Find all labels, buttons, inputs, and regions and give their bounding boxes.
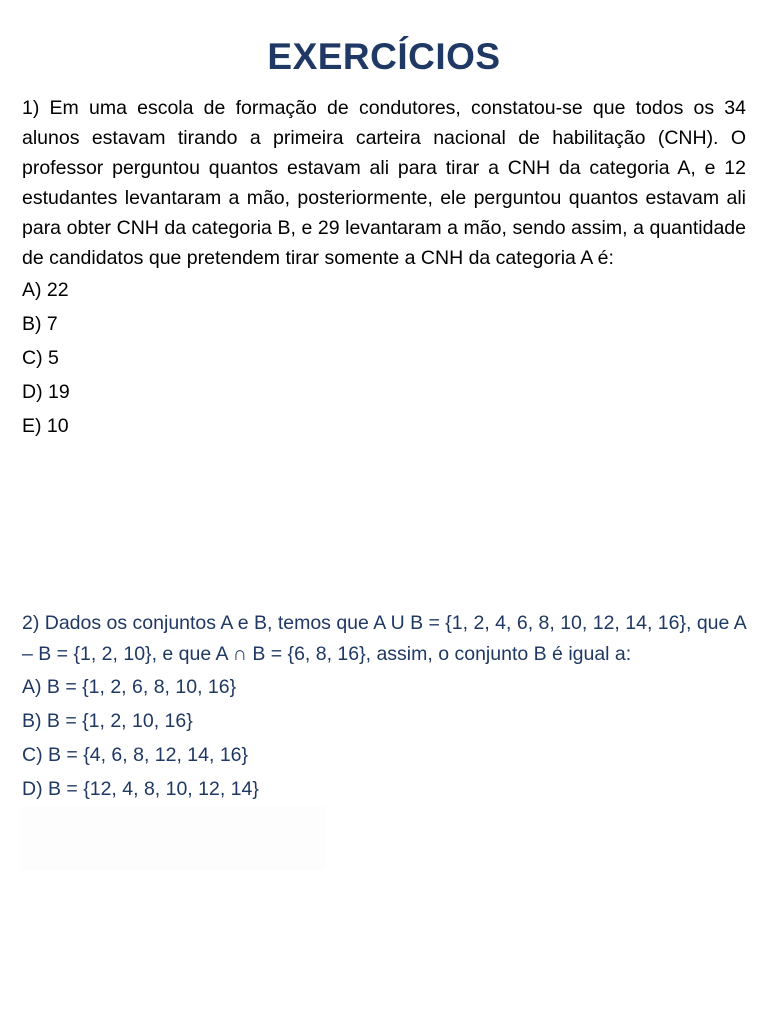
question-2-option-a: A) B = {1, 2, 6, 8, 10, 16} — [22, 676, 237, 698]
question-2-option-b: B) B = {1, 2, 10, 16} — [22, 710, 193, 732]
page-title: EXERCÍCIOS — [267, 36, 501, 77]
question-1 — [22, 93, 746, 443]
question-2 — [22, 608, 746, 806]
question-2-options — [22, 670, 746, 806]
question-1-option-e: E) 10 — [22, 415, 69, 437]
question-1-options — [22, 273, 746, 443]
question-2-stem: 2) Dados os conjuntos A e B, temos que A U B = {1, 2, 4, 6, 8, 10, 12, 14, 16}, que A – B = {1, 2, 10}, e que A ∩ B = {6, 8, 16}, assim, o conjunto B é igual a: — [22, 612, 746, 665]
question-1-option-a: A) 22 — [22, 279, 69, 301]
question-1-stem: 1) Em uma escola de formação de condutores, constatou-se que todos os 34 alunos estavam tirando a primeira carteira nacional de habilitação (CNH). O professor perguntou quantos estavam ali para tirar a CNH da categoria A, e 12 estudantes levantaram a mão, posteriormente, ele perguntou quantos estavam ali para obter CNH da categoria B, e 29 levantaram a mão, sendo assim, a quantidade de candidatos que pretendem tirar somente a CNH da categoria A é: — [22, 97, 746, 269]
question-1-option-d: D) 19 — [22, 381, 70, 403]
question-1-option-c: C) 5 — [22, 347, 59, 369]
question-2-option-d: D) B = {12, 4, 8, 10, 12, 14} — [22, 778, 259, 800]
blank-area — [20, 806, 325, 870]
question-1-option-b: B) 7 — [22, 313, 58, 335]
question-2-option-c: C) B = {4, 6, 8, 12, 14, 16} — [22, 744, 249, 766]
